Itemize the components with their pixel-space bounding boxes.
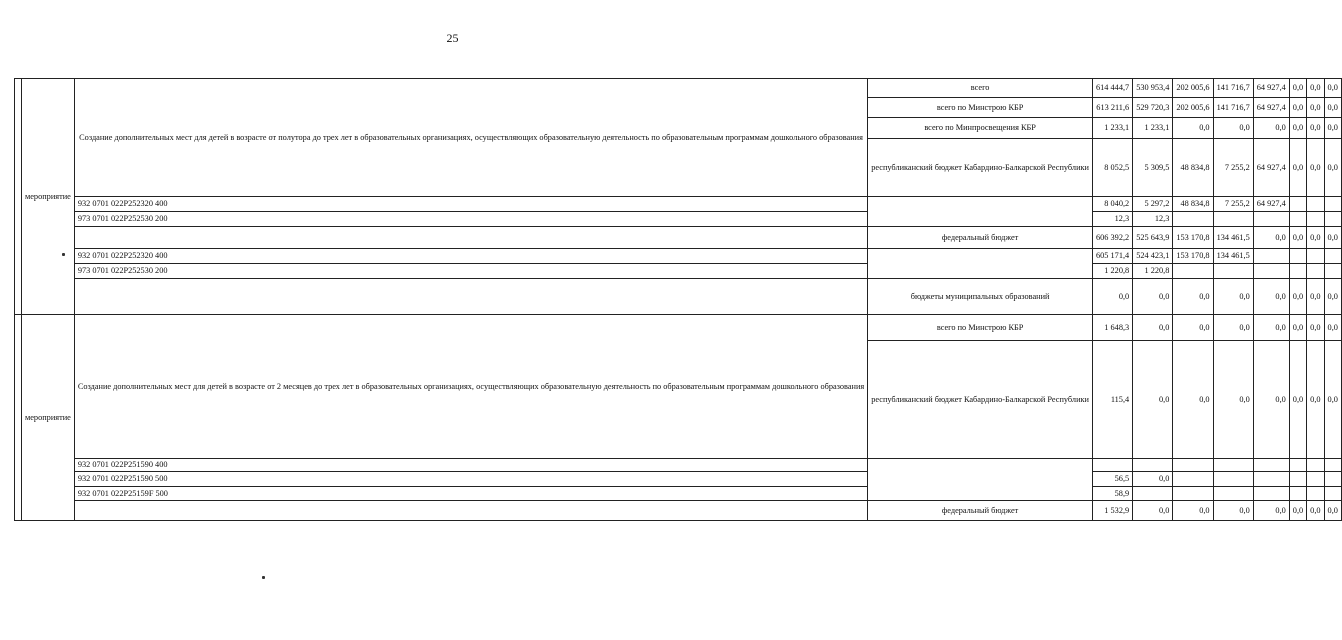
amount-cell [1173, 264, 1213, 279]
amount-cell: 0,0 [1324, 139, 1341, 197]
description-cell: Создание дополнительных мест для детей в возрасте от 2 месяцев до трех лет в образовательных организациях, осуществляющих образовательную деятельность по образовательным программам дошкольного образования [74, 315, 867, 459]
amount-cell: 58,9 [1093, 487, 1133, 501]
amount-cell: 613 211,6 [1093, 98, 1133, 118]
funding-source-cell: всего по Минпросвещения КБР [868, 118, 1093, 139]
amount-cell [1307, 249, 1324, 264]
amount-cell: 48 834,8 [1173, 197, 1213, 212]
amount-cell: 7 255,2 [1213, 197, 1253, 212]
table-row [15, 227, 1342, 249]
amount-cell [1213, 212, 1253, 227]
blank-left-cell [15, 315, 22, 521]
budget-code-cell: 932 0701 022Р25159F 500 [74, 487, 867, 501]
amount-cell: 0,0 [1253, 279, 1289, 315]
amount-cell: 48 834,8 [1173, 139, 1213, 197]
amount-cell: 5 309,5 [1133, 139, 1173, 197]
amount-cell [1307, 472, 1324, 487]
budget-code-cell: 932 0701 022Р251590 400 [74, 459, 867, 472]
table-row [15, 212, 1342, 227]
amount-cell: 0,0 [1173, 118, 1213, 139]
amount-cell: 0,0 [1324, 279, 1341, 315]
amount-cell: 0,0 [1324, 341, 1341, 459]
table-row [15, 501, 1342, 521]
funding-source-cell [868, 459, 1093, 501]
amount-cell [1289, 472, 1306, 487]
amount-cell: 12,3 [1133, 212, 1173, 227]
amount-cell: 0,0 [1253, 118, 1289, 139]
amount-cell [1307, 487, 1324, 501]
amount-cell: 530 953,4 [1133, 79, 1173, 98]
amount-cell: 0,0 [1307, 79, 1324, 98]
funding-source-cell: федеральный бюджет [868, 227, 1093, 249]
funding-source-cell: всего [868, 79, 1093, 98]
amount-cell: 0,0 [1289, 98, 1306, 118]
table-row [15, 459, 1342, 472]
blank-left-cell [15, 79, 22, 315]
amount-cell [1253, 264, 1289, 279]
funding-source-cell: бюджеты муниципальных образований [868, 279, 1093, 315]
table-row [15, 279, 1342, 315]
scan-speck [262, 576, 265, 579]
budget-code-cell: 932 0701 022Р252320 400 [74, 197, 867, 212]
amount-cell: 1 532,9 [1093, 501, 1133, 521]
amount-cell: 0,0 [1289, 341, 1306, 459]
amount-cell [1133, 487, 1173, 501]
amount-cell: 0,0 [1213, 315, 1253, 341]
amount-cell: 134 461,5 [1213, 249, 1253, 264]
amount-cell: 0,0 [1307, 341, 1324, 459]
amount-cell: 0,0 [1307, 315, 1324, 341]
amount-cell [1253, 472, 1289, 487]
amount-cell: 0,0 [1324, 227, 1341, 249]
budget-table [14, 78, 1342, 521]
empty-description-cell [74, 227, 867, 249]
amount-cell [1289, 212, 1306, 227]
table-row [15, 315, 1342, 341]
amount-cell: 0,0 [1324, 79, 1341, 98]
amount-cell: 0,0 [1133, 341, 1173, 459]
amount-cell: 64 927,4 [1253, 98, 1289, 118]
budget-code-cell: 932 0701 022Р251590 500 [74, 472, 867, 487]
amount-cell: 12,3 [1093, 212, 1133, 227]
amount-cell: 5 297,2 [1133, 197, 1173, 212]
amount-cell: 0,0 [1253, 315, 1289, 341]
amount-cell: 0,0 [1324, 501, 1341, 521]
amount-cell: 614 444,7 [1093, 79, 1133, 98]
amount-cell: 8 040,2 [1093, 197, 1133, 212]
amount-cell: 0,0 [1307, 227, 1324, 249]
amount-cell [1213, 487, 1253, 501]
amount-cell: 606 392,2 [1093, 227, 1133, 249]
description-cell: Создание дополнительных мест для детей в возрасте от полутора до трех лет в образовательных организациях, осуществляющих образовательную деятельность по образовательным программам дошкольного образования [74, 79, 867, 197]
amount-cell [1213, 472, 1253, 487]
amount-cell [1173, 487, 1213, 501]
amount-cell: 0,0 [1253, 501, 1289, 521]
amount-cell: 0,0 [1307, 279, 1324, 315]
amount-cell [1307, 212, 1324, 227]
table-row [15, 264, 1342, 279]
amount-cell [1324, 197, 1341, 212]
amount-cell: 0,0 [1289, 118, 1306, 139]
amount-cell [1324, 472, 1341, 487]
amount-cell [1289, 487, 1306, 501]
amount-cell: 0,0 [1307, 139, 1324, 197]
amount-cell: 1 648,3 [1093, 315, 1133, 341]
amount-cell [1324, 212, 1341, 227]
amount-cell: 115,4 [1093, 341, 1133, 459]
amount-cell: 605 171,4 [1093, 249, 1133, 264]
funding-source-cell: всего по Минстрою КБР [868, 98, 1093, 118]
funding-source-cell: республиканский бюджет Кабардино-Балкарской Республики [868, 341, 1093, 459]
amount-cell: 524 423,1 [1133, 249, 1173, 264]
amount-cell: 153 170,8 [1173, 227, 1213, 249]
amount-cell [1289, 459, 1306, 472]
amount-cell: 0,0 [1289, 279, 1306, 315]
empty-description-cell [74, 501, 867, 521]
amount-cell [1289, 197, 1306, 212]
amount-cell [1253, 459, 1289, 472]
amount-cell: 0,0 [1289, 139, 1306, 197]
funding-source-cell: республиканский бюджет Кабардино-Балкарской Республики [868, 139, 1093, 197]
amount-cell: 525 643,9 [1133, 227, 1173, 249]
amount-cell [1213, 264, 1253, 279]
amount-cell [1324, 264, 1341, 279]
funding-source-cell: всего по Минстрою КБР [868, 315, 1093, 341]
amount-cell: 0,0 [1093, 279, 1133, 315]
funding-source-cell [868, 197, 1093, 227]
amount-cell: 1 220,8 [1093, 264, 1133, 279]
table-row [15, 79, 1342, 98]
amount-cell: 0,0 [1213, 118, 1253, 139]
amount-cell: 0,0 [1307, 98, 1324, 118]
amount-cell: 0,0 [1324, 98, 1341, 118]
amount-cell: 0,0 [1289, 227, 1306, 249]
amount-cell [1289, 264, 1306, 279]
table-row [15, 487, 1342, 501]
amount-cell [1253, 249, 1289, 264]
amount-cell [1213, 459, 1253, 472]
amount-cell [1173, 472, 1213, 487]
amount-cell: 141 716,7 [1213, 79, 1253, 98]
amount-cell: 0,0 [1213, 341, 1253, 459]
amount-cell [1173, 459, 1213, 472]
amount-cell: 1 233,1 [1133, 118, 1173, 139]
amount-cell [1253, 212, 1289, 227]
event-type-cell: мероприятие [22, 315, 75, 521]
amount-cell: 202 005,6 [1173, 98, 1213, 118]
amount-cell [1324, 459, 1341, 472]
amount-cell: 0,0 [1213, 279, 1253, 315]
amount-cell: 0,0 [1173, 279, 1213, 315]
amount-cell: 7 255,2 [1213, 139, 1253, 197]
amount-cell: 0,0 [1324, 118, 1341, 139]
page-number: 25 [446, 31, 459, 45]
amount-cell: 64 927,4 [1253, 139, 1289, 197]
empty-description-cell [74, 279, 867, 315]
amount-cell: 0,0 [1173, 501, 1213, 521]
amount-cell [1307, 459, 1324, 472]
amount-cell: 0,0 [1324, 315, 1341, 341]
amount-cell [1253, 487, 1289, 501]
amount-cell: 0,0 [1289, 501, 1306, 521]
amount-cell: 202 005,6 [1173, 79, 1213, 98]
amount-cell [1093, 459, 1133, 472]
amount-cell: 0,0 [1307, 501, 1324, 521]
amount-cell [1324, 487, 1341, 501]
amount-cell [1324, 249, 1341, 264]
amount-cell [1133, 459, 1173, 472]
amount-cell: 1 233,1 [1093, 118, 1133, 139]
amount-cell: 0,0 [1213, 501, 1253, 521]
amount-cell: 0,0 [1173, 341, 1213, 459]
amount-cell: 153 170,8 [1173, 249, 1213, 264]
funding-source-cell [868, 249, 1093, 279]
budget-code-cell: 973 0701 022Р252530 200 [74, 212, 867, 227]
budget-code-cell: 973 0701 022Р252530 200 [74, 264, 867, 279]
amount-cell: 0,0 [1289, 79, 1306, 98]
funding-source-cell: федеральный бюджет [868, 501, 1093, 521]
amount-cell [1173, 212, 1213, 227]
amount-cell: 8 052,5 [1093, 139, 1133, 197]
amount-cell: 134 461,5 [1213, 227, 1253, 249]
budget-code-cell: 932 0701 022Р252320 400 [74, 249, 867, 264]
amount-cell: 0,0 [1133, 315, 1173, 341]
event-type-cell: мероприятие [22, 79, 75, 315]
amount-cell: 0,0 [1253, 227, 1289, 249]
amount-cell: 1 220,8 [1133, 264, 1173, 279]
amount-cell [1307, 197, 1324, 212]
amount-cell: 64 927,4 [1253, 79, 1289, 98]
amount-cell: 0,0 [1307, 118, 1324, 139]
table-row [15, 249, 1342, 264]
amount-cell: 56,5 [1093, 472, 1133, 487]
amount-cell: 0,0 [1173, 315, 1213, 341]
amount-cell: 64 927,4 [1253, 197, 1289, 212]
amount-cell: 529 720,3 [1133, 98, 1173, 118]
amount-cell [1289, 249, 1306, 264]
amount-cell: 0,0 [1133, 501, 1173, 521]
amount-cell: 0,0 [1253, 341, 1289, 459]
scan-speck [62, 253, 65, 256]
table-row [15, 472, 1342, 487]
amount-cell: 0,0 [1133, 472, 1173, 487]
amount-cell: 0,0 [1133, 279, 1173, 315]
table-row [15, 197, 1342, 212]
amount-cell [1307, 264, 1324, 279]
amount-cell: 141 716,7 [1213, 98, 1253, 118]
amount-cell: 0,0 [1289, 315, 1306, 341]
